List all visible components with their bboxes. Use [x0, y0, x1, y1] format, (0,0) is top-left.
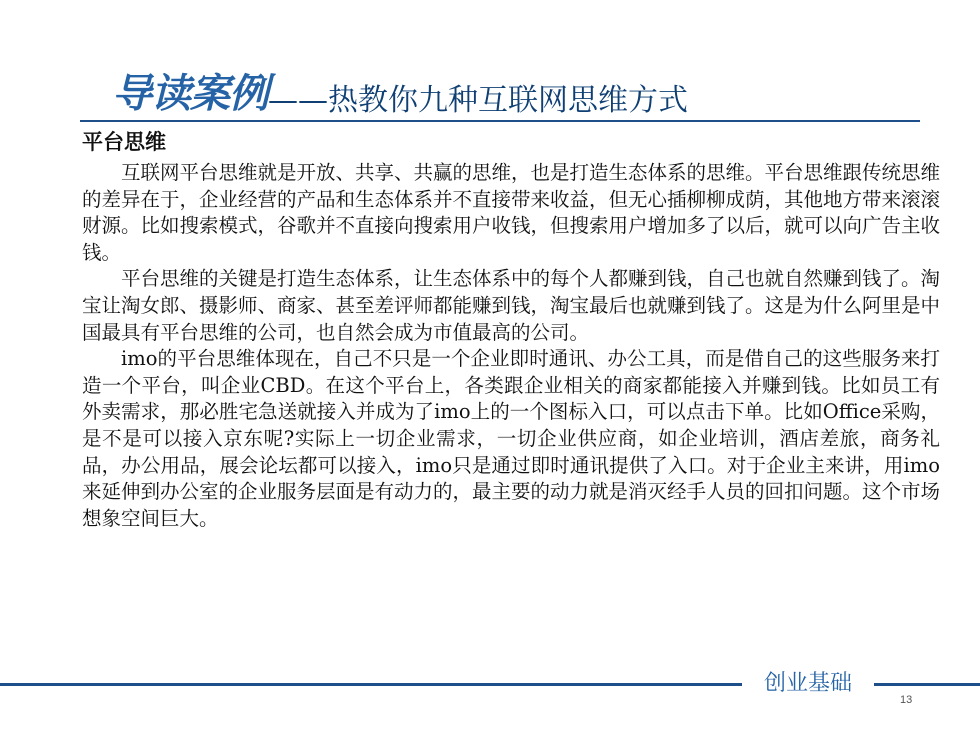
title-underline: [80, 120, 920, 122]
footer-label: 创业基础: [763, 671, 852, 696]
paragraph-3: imo的平台思维体现在，自己不只是一个企业即时通讯、办公工具，而是借自己的这些服务来打造一个平台，叫企业CBD。在这个平台上，各类跟企业相关的商家都能接入并赚到钱。比如员工有外卖需求，那必胜宅急送就接入并成为了imo上的一个图标入口，可以点击下单。比如Office采购，是不是可以接入京东呢?实际上一切企业需求，一切企业供应商，如企业培训，酒店差旅，商务礼品，办公用品，展会论坛都可以接入，imo只是通过即时通讯提供了入口。对于企业主来讲，用imo来延伸到办公室的企业服务层面是有动力的，最主要的动力就是消灭经手人员的回扣问题。这个市场想象空间巨大。: [82, 347, 941, 530]
paragraph-1: 互联网平台思维就是开放、共享、共赢的思维，也是打造生态体系的思维。平台思维跟传统思维的差异在于，企业经营的产品和生态体系并不直接带来收益，但无心插柳柳成荫，其他地方带来滚滚财源。比如搜索模式，谷歌并不直接向搜索用户收钱，但搜索用户增加多了以后，就可以向广告主收钱。: [82, 161, 941, 264]
footer-divider-right: [874, 683, 980, 686]
slide-title: [112, 62, 872, 122]
page-number: 13: [900, 694, 913, 706]
title-subtitle: ——热教你九种互联网思维方式: [268, 83, 688, 118]
paragraph-2: 平台思维的关键是打造生态体系，让生态体系中的每个人都赚到钱，自己也就自然赚到钱了。淘宝让淘女郎、摄影师、商家、甚至差评师都能赚到钱，淘宝最后也就赚到钱了。这是为什么阿里是中国最具有平台思维的公司，也自然会成为市值最高的公司。: [82, 267, 941, 344]
body-text: [82, 160, 940, 532]
section-heading: 平台思维: [82, 130, 166, 154]
title-main: 导读案例: [112, 71, 268, 117]
footer-divider-left: [0, 683, 742, 686]
